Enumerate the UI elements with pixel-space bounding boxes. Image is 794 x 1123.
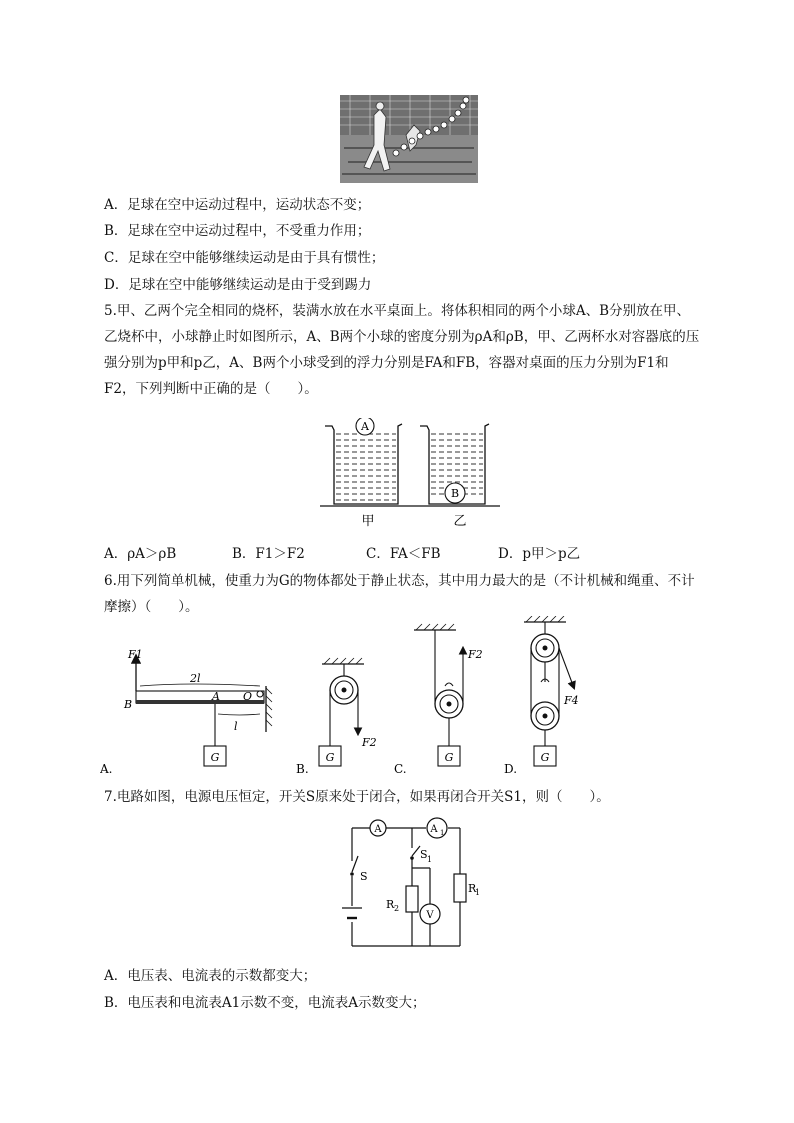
q4-option-c: C．足球在空中能够继续运动是由于具有惯性； — [104, 250, 385, 266]
q7-option-a: A．电压表、电流表的示数都变大； — [104, 968, 317, 984]
fixed-pulley-weight: G — [325, 751, 335, 764]
q7-stem: 7.电路如图，电源电压恒定，开关S原来处于闭合，如果再闭合开关S1，则（ ）。 — [104, 789, 610, 805]
football-photo-drawing — [340, 95, 478, 183]
pulley-block-force: F4 — [564, 694, 579, 707]
ammeter-a1-sub: 1 — [440, 829, 445, 837]
resistor-r2-label: R — [386, 898, 395, 911]
beaker-left-label: 甲 — [361, 514, 375, 529]
ammeter-a-label: A — [374, 824, 382, 835]
lever-pivot-o: O — [243, 690, 253, 703]
q7-option-b: B．电压表和电流表A1示数不变，电流表A示数变大； — [104, 995, 426, 1011]
resistor-r1-label: R — [468, 882, 477, 895]
ball-b-label: B — [450, 487, 460, 500]
switch-s1-label: S — [420, 848, 428, 861]
lever-length-l: l — [234, 720, 238, 733]
beaker-right-label: 乙 — [453, 514, 467, 529]
resistor-r2-sub: 2 — [394, 904, 400, 913]
ball-a-label: A — [361, 420, 369, 433]
lever-point-a: A — [212, 690, 220, 703]
lever-weight: G — [210, 751, 220, 764]
switch-s1-sub: 1 — [427, 855, 433, 864]
resistor-r1-sub: 1 — [475, 888, 480, 897]
q6-machines-figure — [100, 616, 600, 778]
lever-end-b: B — [124, 698, 133, 711]
movable-pulley-diagram — [414, 624, 483, 766]
voltmeter-v-label: V — [426, 910, 434, 921]
ammeter-a1-label: A — [430, 824, 438, 835]
q7-circuit-figure — [330, 816, 480, 958]
resistor-r2 — [406, 886, 418, 912]
lever-force-label: F1 — [128, 648, 143, 661]
switch-s-label: S — [360, 870, 368, 883]
football-kick-photo — [340, 95, 478, 183]
q5-option-c: C．FA＜FB — [366, 546, 441, 562]
movable-pulley-weight: G — [444, 751, 454, 764]
lever-length-2l: 2l — [190, 672, 201, 685]
fixed-pulley-force: F2 — [362, 736, 377, 749]
q4-option-b: B．足球在空中运动过程中，不受重力作用； — [104, 223, 371, 239]
q6-label-c: C. — [394, 762, 407, 776]
q4-option-a: A．足球在空中运动过程中，运动状态不变； — [104, 197, 371, 213]
q6-label-a: A. — [100, 762, 113, 776]
q5-beakers-figure — [320, 418, 500, 530]
q6-label-b: B. — [296, 762, 309, 776]
movable-pulley-force: F2 — [468, 648, 483, 661]
q5-option-a: A．ρA＞ρB — [104, 546, 177, 562]
q5-stem: 5.甲、乙两个完全相同的烧杯，装满水放在水平桌面上。将体积相同的两个小球A、B分别放在甲、乙烧杯中，小球静止时如图所示，A、B两个小球的密度分别为ρA和ρB，甲、乙两杯水对容器底的压强分别为p甲和p乙，A、B两个小球受到的浮力分别是FA和FB，容器对桌面的压力分别为F1和F2，下列判断中正确的是（ ）。 — [104, 303, 700, 397]
q6-label-d: D. — [504, 762, 518, 776]
lever-diagram — [123, 648, 272, 766]
resistor-r1 — [454, 874, 466, 902]
pulley-block-diagram — [524, 616, 579, 766]
q4-option-d: D．足球在空中能够继续运动是由于受到踢力 — [104, 277, 372, 293]
q5-option-d: D．p甲＞p乙 — [498, 546, 581, 562]
fixed-pulley-diagram — [319, 658, 377, 766]
q6-stem: 6.用下列简单机械，使重力为G的物体都处于静止状态，其中用力最大的是（不计机械和绳重、不计摩擦）（ ）。 — [104, 573, 695, 615]
pulley-block-weight: G — [540, 751, 550, 764]
q5-option-b: B．F1＞F2 — [232, 546, 305, 562]
